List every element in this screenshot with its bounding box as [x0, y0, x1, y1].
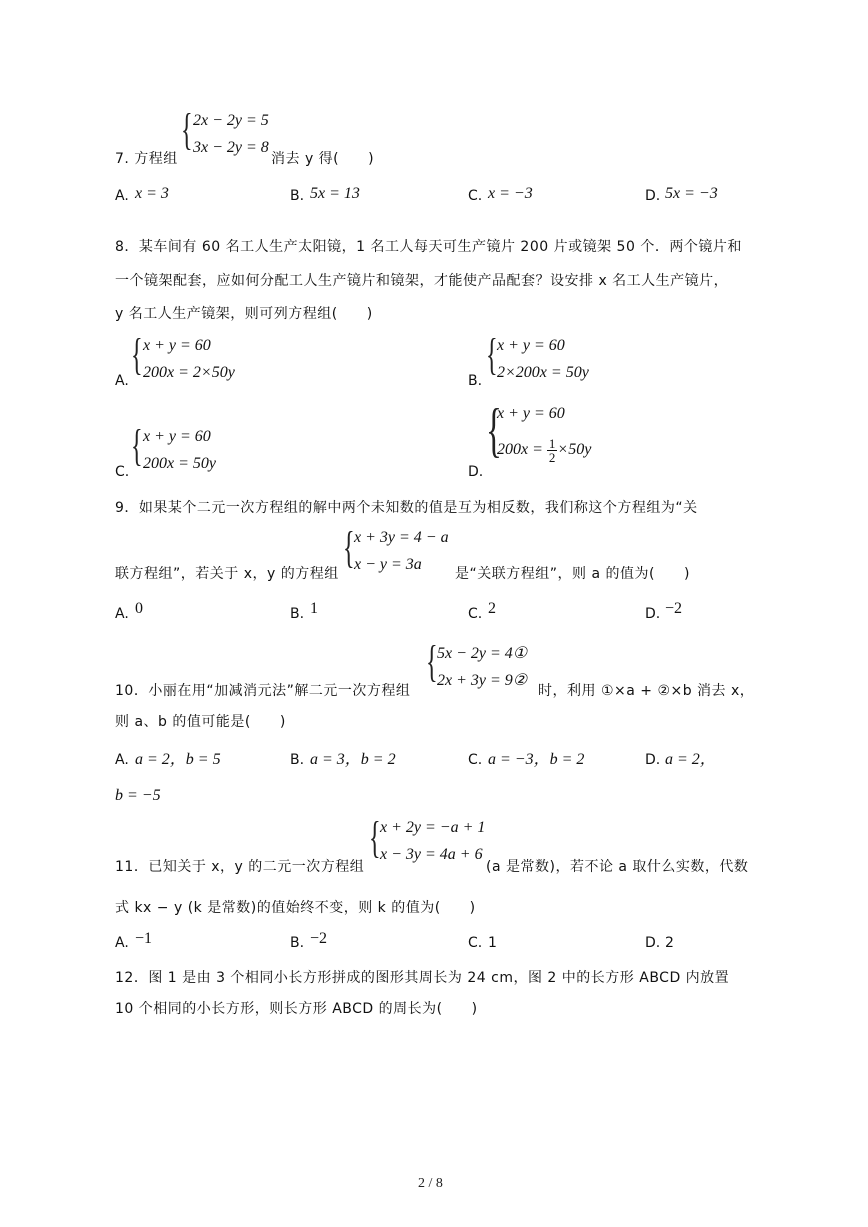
q9-line-2-left: 联方程组”，若关于 x，y 的方程组 [115, 566, 339, 582]
q7-option-d[interactable]: 5x = −3 [665, 185, 718, 202]
q10-option-a-letter[interactable]: A. [115, 752, 129, 768]
q10-equation-2: 2x + 3y = 9② [437, 672, 528, 689]
q10-line-2: 则 a、b 的值可能是( ) [115, 714, 286, 730]
q8-option-b-letter[interactable]: B. [468, 373, 483, 389]
fraction-one-half [547, 437, 558, 464]
q11-option-b-letter[interactable]: B. [290, 935, 305, 951]
q9-equation-1: x + 3y = 4 − a [354, 529, 449, 546]
q7-suffix: 消去 y 得( ) [271, 151, 375, 167]
q10-brace: { [426, 637, 438, 686]
q8-line-1: 8．某车间有 60 名工人生产太阳镜，1 名工人每天可生产镜片 200 片或镜架 50 个．两个镜片和 [115, 239, 742, 255]
q7-equation-1: 2x − 2y = 5 [193, 112, 269, 129]
q8-line-3: y 名工人生产镜架，则可列方程组( ) [115, 306, 373, 322]
q11-option-d-letter[interactable]: D. [645, 935, 661, 951]
q8-option-d-eq2-right: ×50y [557, 441, 592, 459]
q11-line-1-right: (a 是常数)，若不论 a 取什么实数，代数 [486, 859, 749, 875]
q8-option-a-letter[interactable]: A. [115, 373, 129, 389]
q8-option-c-eq2: 200x = 50y [143, 455, 216, 472]
q9-brace: { [343, 523, 355, 572]
q9-option-a[interactable]: 0 [135, 600, 143, 617]
q8-line-2: 一个镜架配套，应如何分配工人生产镜片和镜架，才能使产品配套？设安排 x 名工人生产镜片， [115, 273, 729, 289]
q8-option-b-eq2: 2×200x = 50y [497, 364, 589, 381]
q7-brace: { [181, 105, 193, 154]
q7-option-b-letter[interactable]: B. [290, 188, 305, 204]
q7-option-c-letter[interactable]: C. [468, 188, 483, 204]
q9-option-a-letter[interactable]: A. [115, 606, 129, 622]
q8-option-c-letter[interactable]: C. [115, 464, 130, 480]
fraction-denominator: 2 [548, 450, 556, 465]
q10-line-1-right: 时，利用 ①×a + ②×b 消去 x， [538, 683, 755, 699]
q9-option-b[interactable]: 1 [310, 600, 318, 617]
q12-line-1: 12．图 1 是由 3 个相同小长方形拼成的图形其周长为 24 cm，图 2 中的长方形 ABCD 内放置 [115, 970, 730, 986]
q8-option-c-brace: { [131, 421, 143, 470]
page-number: 2 / 8 [418, 1176, 443, 1191]
q11-line-1-left: 11．已知关于 x，y 的二元一次方程组 [115, 859, 365, 875]
q7-prefix: 7. 方程组 [115, 151, 178, 167]
q11-option-a-letter[interactable]: A. [115, 935, 129, 951]
q11-option-d[interactable]: 2 [665, 935, 674, 951]
q10-equation-1: 5x − 2y = 4① [437, 645, 528, 662]
q9-option-c[interactable]: 2 [488, 600, 496, 617]
q7-equation-2: 3x − 2y = 8 [193, 139, 269, 156]
q10-option-d-letter[interactable]: D. [645, 752, 661, 768]
q9-option-d[interactable]: −2 [665, 600, 683, 617]
q8-option-a-eq1: x + y = 60 [143, 337, 211, 354]
q11-option-b[interactable]: −2 [310, 930, 328, 947]
q8-option-a-eq2: 200x = 2×50y [143, 364, 235, 381]
q8-option-d-letter[interactable]: D. [468, 464, 484, 480]
q10-option-c-letter[interactable]: C. [468, 752, 483, 768]
q7-option-c[interactable]: x = −3 [488, 185, 533, 202]
q10-line-1-left: 10．小丽在用“加减消元法”解二元一次方程组 [115, 683, 411, 699]
q11-option-c[interactable]: 1 [488, 935, 497, 951]
q11-equation-1: x + 2y = −a + 1 [380, 819, 486, 836]
q7-option-a-letter[interactable]: A. [115, 188, 129, 204]
q8-option-d-eq2 [497, 437, 591, 464]
q10-option-c[interactable]: a = −3，b = 2 [488, 751, 585, 768]
q11-option-c-letter[interactable]: C. [468, 935, 483, 951]
q10-option-b[interactable]: a = 3，b = 2 [310, 751, 396, 768]
q8-option-a-brace: { [131, 330, 143, 379]
q9-line-2-right: 是“关联方程组”，则 a 的值为( ) [455, 566, 690, 582]
q8-option-d-eq1: x + y = 60 [497, 405, 565, 422]
q11-equation-2: x − 3y = 4a + 6 [380, 846, 483, 863]
fraction-numerator: 1 [548, 436, 556, 451]
q9-line-1: 9．如果某个二元一次方程组的解中两个未知数的值是互为相反数，我们称这个方程组为“关 [115, 500, 698, 516]
q9-option-b-letter[interactable]: B. [290, 606, 305, 622]
q11-option-a[interactable]: −1 [135, 930, 153, 947]
q10-option-b-letter[interactable]: B. [290, 752, 305, 768]
q11-line-2: 式 kx − y (k 是常数)的值始终不变，则 k 的值为( ) [115, 900, 476, 916]
q7-option-a[interactable]: x = 3 [135, 185, 169, 202]
q9-equation-2: x − y = 3a [354, 556, 422, 573]
q8-option-c-eq1: x + y = 60 [143, 428, 211, 445]
q12-line-2: 10 个相同的小长方形，则长方形 ABCD 的周长为( ) [115, 1001, 478, 1017]
q8-option-b-brace: { [486, 330, 498, 379]
q10-option-a[interactable]: a = 2，b = 5 [135, 751, 221, 768]
q9-option-c-letter[interactable]: C. [468, 606, 483, 622]
q10-option-d[interactable]: a = 2， [665, 751, 716, 768]
q8-option-b-eq1: x + y = 60 [497, 337, 565, 354]
q7-option-d-letter[interactable]: D. [645, 188, 661, 204]
q11-brace: { [369, 813, 381, 862]
q8-option-d-brace: { [486, 397, 502, 463]
q8-option-d-eq2-left: 200x = [497, 441, 547, 459]
q9-option-d-letter[interactable]: D. [645, 606, 661, 622]
q7-option-b[interactable]: 5x = 13 [310, 185, 360, 202]
q10-option-d-continued[interactable]: b = −5 [115, 787, 161, 804]
